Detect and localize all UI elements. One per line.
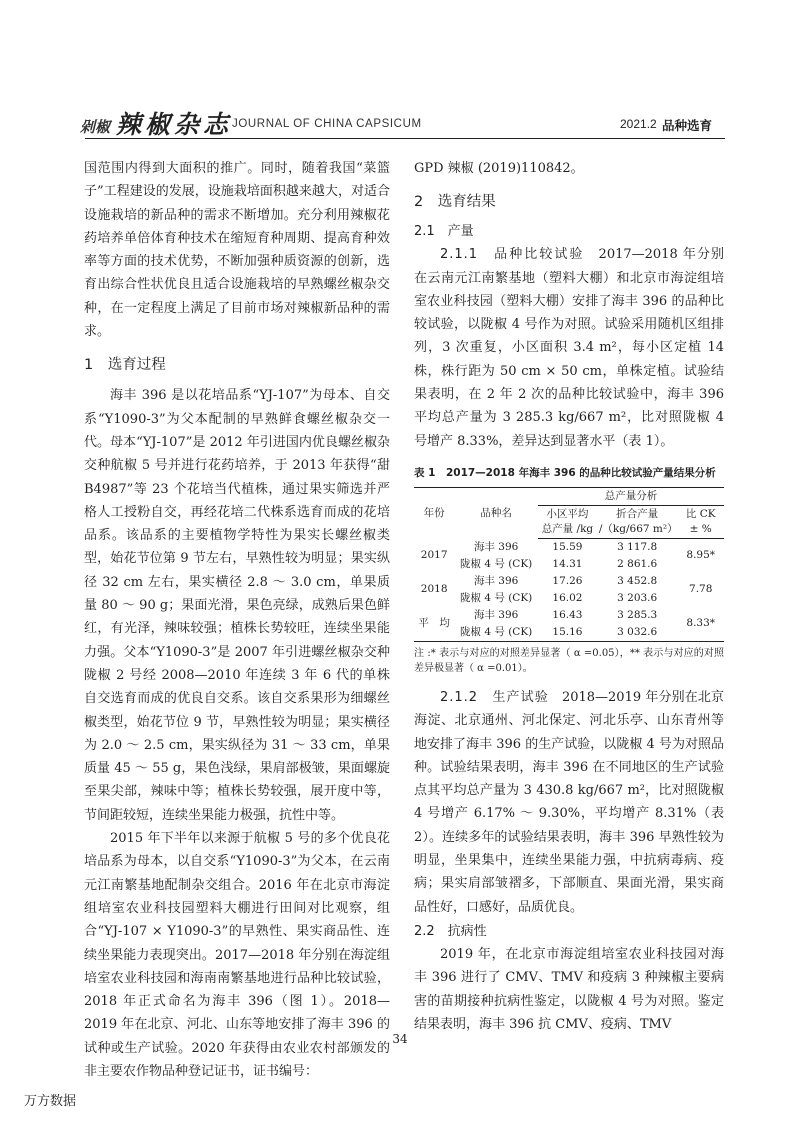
left-column — [84, 157, 390, 1083]
cell-converted-yield: 3 117.8 — [617, 540, 658, 553]
cell-variety: 海丰 396 — [473, 608, 519, 621]
journal-title-cn: 辣椒杂志 — [116, 110, 233, 139]
cell-plot-yield: 17.26 — [552, 574, 583, 587]
paragraph-certificate-number: GPD 辣椒 (2019)110842。 — [414, 161, 584, 176]
paragraph-disease-resistance: 2019 年，在北京市海淀组培室农业科技园对海丰 396 进行了 CMV、TMV 和疫病 3 种辣椒主要病害的苗期接种抗病性鉴定，以陇椒 4 号为对照。鉴定结果表明，海丰 396 抗 CMV、疫病、TMV — [414, 946, 724, 1032]
production-trial-text: 2018—2019 年分别在北京海淀、北京通州、河北保定、河北乐亭、山东青州等地安排了海丰 396 的生产试验，以陇椒 4 号为对照品种。试验结果表明，海丰 396 在不同地区的生产试验点其平均总产量为 3 430.8 kg/667 m²，比对照陇椒 4 号增产 6.17% ～ 9.30%，平均增产 8.31%（表 2）。连续多年的试验结果表明，海丰 396 早熟性较为明显，坐果集中，连续坐果能力强，中抗病毒病、疫病；果实肩部皱褶多，下部顺直、果面光滑，果实商品性好，口感好，品质优良。 — [414, 689, 724, 915]
col-converted-yield: 折合产量 /（kg/667 m²） — [597, 505, 678, 538]
section-title: 品种选育 — [662, 118, 713, 133]
page-number: 34 — [392, 1032, 408, 1046]
cell-year: 2018 — [420, 583, 448, 596]
cell-converted-yield: 3 285.3 — [617, 608, 658, 621]
cell-plot-yield: 16.43 — [552, 608, 583, 621]
cell-variety: 海丰 396 — [473, 574, 519, 587]
col-variety: 品种名 — [454, 487, 538, 538]
heading-yield: 2.1 产量 — [414, 224, 474, 240]
yield-table — [414, 487, 724, 642]
cell-plot-yield: 16.02 — [552, 591, 583, 604]
table-note: 注 :* 表示与对应的对照差异显著（ α =0.05），** 表示与对应的对照差异极显著（ α =0.01）。 — [414, 647, 724, 674]
cell-plot-yield: 14.31 — [552, 557, 583, 570]
issue-number: 2021.2 — [620, 117, 657, 131]
cell-converted-yield: 3 032.6 — [597, 624, 678, 642]
cell-variety: 陇椒 4 号 (CK) — [460, 557, 533, 570]
cell-plot-yield: 15.16 — [538, 624, 597, 642]
cell-vs-ck: 8.33* — [677, 607, 724, 642]
heading-breeding-process: 1 选育过程 — [84, 357, 166, 374]
heading-disease-resistance: 2.2 抗病性 — [414, 923, 487, 939]
paragraph-intro-continued: 国范围内得到大面积的推广。同时，随着我国“菜篮子”工程建设的发展，设施栽培面积越来越大，对适合设施栽培的新品种的需求不断增加。充分利用辣椒花药培养单倍体育种技术在缩短育种周期、提高育种效率等方面的技术优势，不断加强种质资源的创新，选育出综合性状优良且适合设施栽培的早熟螺丝椒杂交种，在一定程度上满足了目前市场对辣椒新品种的需求。 — [84, 161, 390, 340]
table-row — [414, 573, 724, 590]
subheading-variety-comparison: 2.1.1 品种比较试验 — [440, 247, 585, 263]
table-caption: 表 1 2017—2018 年海丰 396 的品种比较试验产量结果分析 — [414, 466, 716, 479]
right-column — [414, 157, 724, 1036]
col-year: 年份 — [414, 487, 454, 538]
cell-plot-yield: 15.59 — [552, 540, 583, 553]
table-row — [414, 607, 724, 624]
paragraph-production-trial — [414, 686, 724, 919]
cell-variety: 陇椒 4 号 (CK) — [454, 624, 538, 642]
cell-year: 平 均 — [414, 607, 454, 642]
col-vs-ck: 比 CK ± % — [677, 505, 724, 538]
variety-comparison-text: 2017—2018 年分别在云南元江南繁基地（塑料大棚）和北京市海淀组培室农业科技园（塑料大棚）安排了海丰 396 的品种比较试验，以陇椒 4 号作为对照。试验采用随机区组排列，3 次重复，小区面积 3.4 m²，每小区定植 14 株，株行距为 50 cm × 50 cm，单株定植。试验结果表明，在 2 年 2 次的品种比较试验中，海丰 396 平均总产量为 3 285.3 kg/667 m²，比对照陇椒 4 号增产 8.33%，差异达到显著水平（表 1）。 — [414, 247, 724, 449]
col-plot-yield: 小区平均 总产量 /kg — [538, 505, 597, 538]
heading-breeding-results: 2 选育结果 — [414, 194, 496, 211]
subheading-production-trial: 2.1.2 生产试验 — [440, 689, 549, 705]
paragraph-variety-comparison — [414, 243, 724, 453]
cell-variety: 海丰 396 — [473, 540, 519, 553]
col-group-total-yield: 总产量分析 — [538, 487, 724, 505]
cell-vs-ck: 8.95* — [686, 549, 716, 562]
cell-converted-yield: 3 452.8 — [617, 574, 658, 587]
cell-variety: 陇椒 4 号 (CK) — [460, 591, 533, 604]
journal-title-en: JOURNAL OF CHINA CAPSICUM — [232, 118, 422, 130]
cell-vs-ck: 7.78 — [689, 583, 713, 596]
table-row — [414, 538, 724, 556]
paragraph-parent-lines: 海丰 396 是以花培品系“YJ-107”为母本、自交系“Y1090-3”为父本配制的早熟鲜食螺丝椒杂交一代。母本“YJ-107”是 2012 年引进国内优良螺丝椒杂交种航椒 5 号并进行花药培养，于 2013 年获得“甜 B4987”等 23 个花培当代植株，通过果实筛选并严格人工授粉自交，再经花培二代株系选育而成的花培品系。该品系的主要植物学特性为果实长螺丝椒类型，始花节位第 9 节左右，早熟性较为明显；果实纵径 32 cm 左右，果实横径 2.8 ～ 3.0 cm，单果质量 80 ～ 90 g；果面光滑，果色亮绿，成熟后果色鲜红，有光泽，辣味较强；植株长势较旺，连续坐果能力强。父本“Y1090-3”是 2007 年引进螺丝椒杂交种陇椒 2 号经 2008—2010 年连续 3 年 6 代的单株自交选育而成的优良自交系。该自交系果形为细螺丝椒类型，始花节位 9 节，早熟性较为明显；果实横径为 2.0 ～ 2.5 cm，果实纵径为 31 ～ 33 cm，单果质量 45 ～ 55 g，果色浅绿，果肩部极皱，果面螺旋至果尖部，辣味中等；植株长势较强，展开度中等，节间距较短，连续坐果能力极强，抗性中等。 — [84, 388, 390, 823]
cell-converted-yield: 2 861.6 — [617, 557, 658, 570]
journal-logo-mark: 剁椒 — [80, 118, 111, 136]
header-rule — [85, 138, 725, 139]
cell-converted-yield: 3 203.6 — [617, 591, 658, 604]
cell-year: 2017 — [420, 549, 448, 562]
footer-brand: 万方数据 — [24, 1094, 77, 1109]
paragraph-breeding-history: 2015 年下半年以来源于航椒 5 号的多个优良花培品系为母本，以自交系“Y1090-3”为父本，在云南元江南繁基地配制杂交组合。2016 年在北京市海淀组培室农业科技园塑料大棚进行田间对比观察，组合“YJ-107 × Y1090-3”的早熟性、果实商品性、连续坐果能力表现突出。2017—2018 年分别在海淀组培室农业科技园和海南南繁基地进行品种比较试验，2018 年正式命名为海丰 396（图 1）。2018—2019 年在北京、河北、山东等地安排了海丰 396 的试种或生产试验。2020 年获得由农业农村部颁发的非主要农作物品种登记证书，证书编号： — [84, 831, 390, 1079]
